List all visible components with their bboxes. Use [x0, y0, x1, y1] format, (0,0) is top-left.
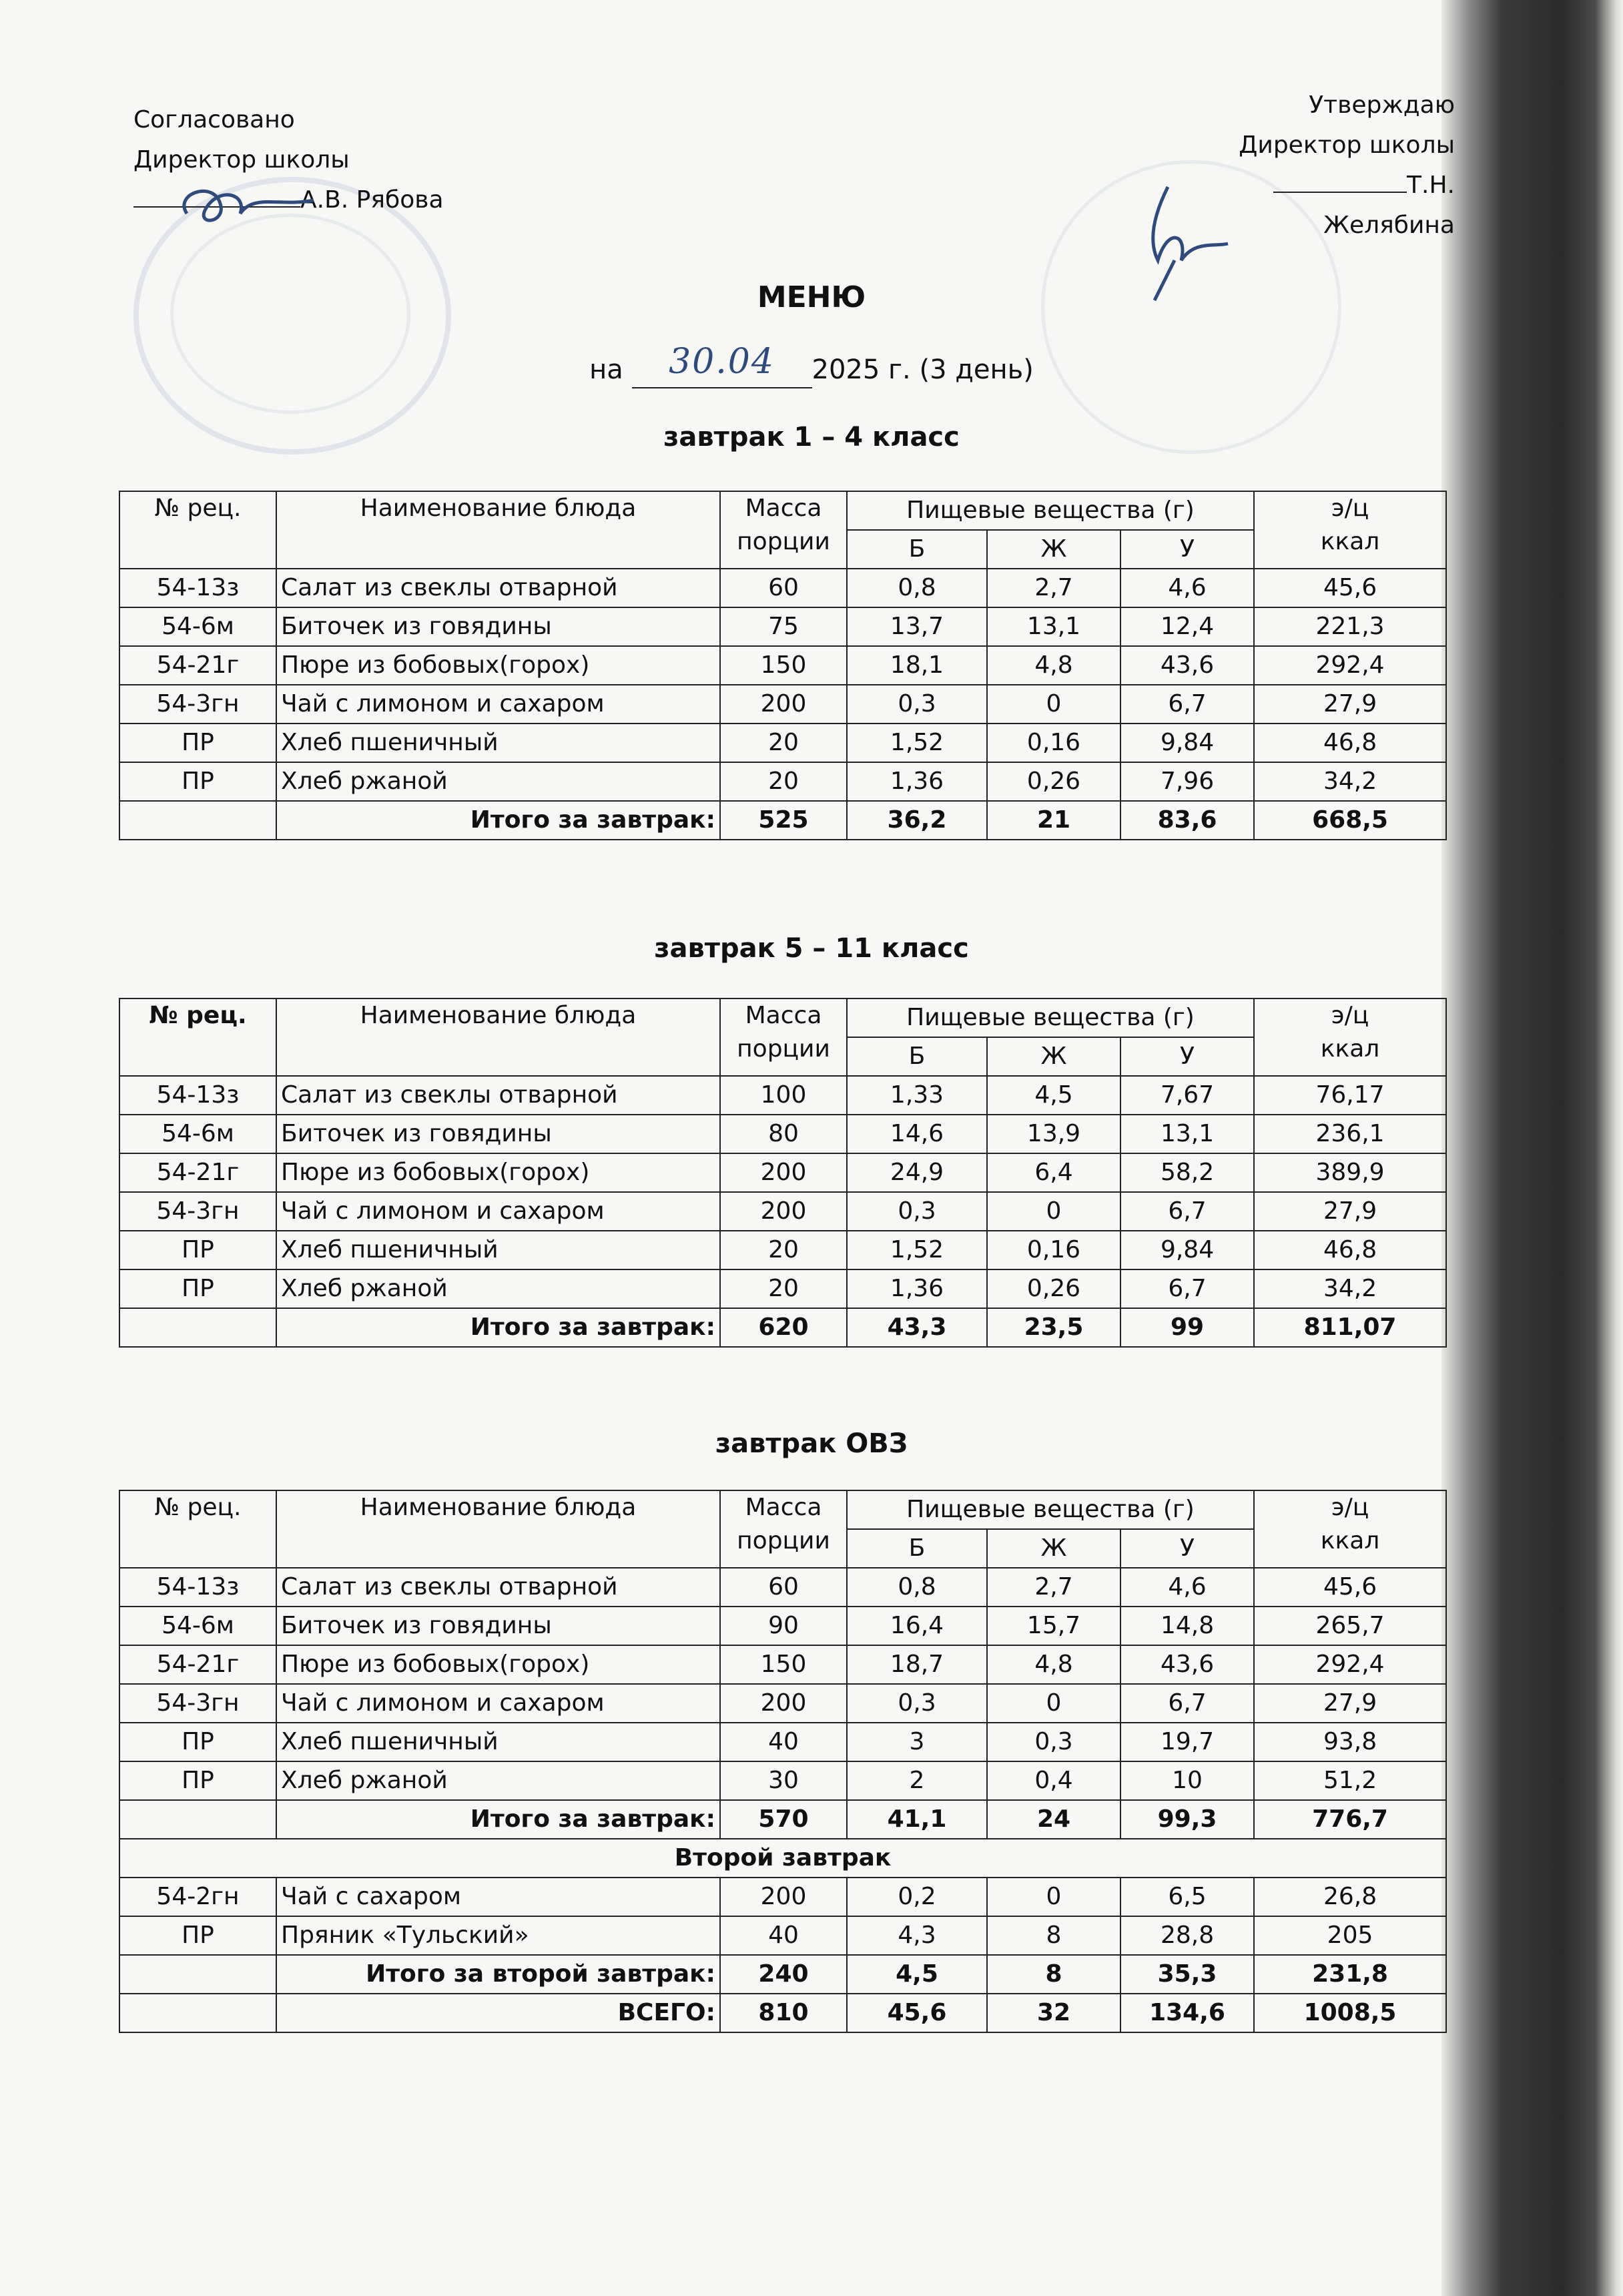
energy-value: 34,2	[1254, 762, 1446, 801]
dish-name: Чай с лимоном и сахаром	[276, 1684, 720, 1723]
portion-mass: 40	[720, 1916, 847, 1955]
portion-mass: 20	[720, 762, 847, 801]
header-energy-line2: ккал	[1320, 1527, 1380, 1554]
dish-name: Биточек из говядины	[276, 607, 720, 646]
fat-value: 0,3	[987, 1723, 1120, 1761]
table-row	[119, 1076, 1446, 1115]
table-row	[119, 762, 1446, 801]
recipe-number: ПР	[119, 1723, 276, 1761]
table-row	[119, 1645, 1446, 1684]
header-name: Наименование блюда	[276, 491, 720, 569]
portion-mass: 200	[720, 1192, 847, 1231]
portion-mass: 150	[720, 1645, 847, 1684]
dish-name: Хлеб ржаной	[276, 762, 720, 801]
dish-name: Чай с лимоном и сахаром	[276, 685, 720, 724]
dish-name: Салат из свеклы отварной	[276, 1076, 720, 1115]
protein-value: 16,4	[847, 1607, 987, 1645]
fat-value: 0	[987, 1684, 1120, 1723]
total-carbs: 99,3	[1120, 1800, 1254, 1839]
signature-left	[167, 167, 327, 240]
carbs-value: 43,6	[1120, 646, 1254, 685]
table-row	[119, 646, 1446, 685]
recipe-number: 54-2гн	[119, 1878, 276, 1916]
portion-mass: 60	[720, 1568, 847, 1607]
header-energy-line1: э/ц	[1331, 1002, 1369, 1029]
fat-value: 0,16	[987, 724, 1120, 762]
total-label: Итого за завтрак:	[276, 1800, 720, 1839]
header-num: № рец.	[119, 491, 276, 569]
protein-value: 2	[847, 1761, 987, 1800]
carbs-value: 6,7	[1120, 1192, 1254, 1231]
total-energy: 811,07	[1254, 1308, 1446, 1347]
grand-total-mass: 810	[720, 1994, 847, 2032]
header-fat: Ж	[987, 1037, 1120, 1076]
carbs-value: 4,6	[1120, 1568, 1254, 1607]
energy-value: 45,6	[1254, 1568, 1446, 1607]
total-energy: 231,8	[1254, 1955, 1446, 1994]
protein-value: 13,7	[847, 607, 987, 646]
table-row	[119, 1192, 1446, 1231]
energy-value: 27,9	[1254, 685, 1446, 724]
portion-mass: 20	[720, 1269, 847, 1308]
fat-value: 0,26	[987, 1269, 1120, 1308]
dish-name: Чай с лимоном и сахаром	[276, 1192, 720, 1231]
energy-value: 221,3	[1254, 607, 1446, 646]
approval-left-name: А.В. Рябова	[300, 186, 444, 214]
portion-mass: 75	[720, 607, 847, 646]
header-carbs: У	[1120, 530, 1254, 569]
recipe-number: 54-21г	[119, 646, 276, 685]
energy-value: 265,7	[1254, 1607, 1446, 1645]
grand-total-energy: 1008,5	[1254, 1994, 1446, 2032]
protein-value: 0,3	[847, 1684, 987, 1723]
total-fat: 21	[987, 801, 1120, 840]
header-mass-line2: порции	[737, 1527, 830, 1554]
second-breakfast-title: Второй завтрак	[119, 1839, 1446, 1878]
recipe-number: 54-3гн	[119, 1684, 276, 1723]
fat-value: 0	[987, 1878, 1120, 1916]
menu-table-grades-1-4	[119, 491, 1447, 840]
protein-value: 1,33	[847, 1076, 987, 1115]
carbs-value: 4,6	[1120, 569, 1254, 607]
header-energy-line2: ккал	[1320, 1035, 1380, 1063]
table-row	[119, 1916, 1446, 1955]
grand-total-carbs: 134,6	[1120, 1994, 1254, 2032]
header-energy-line1: э/ц	[1331, 1494, 1369, 1521]
fat-value: 2,7	[987, 569, 1120, 607]
energy-value: 292,4	[1254, 646, 1446, 685]
carbs-value: 10	[1120, 1761, 1254, 1800]
protein-value: 14,6	[847, 1115, 987, 1153]
total-energy: 668,5	[1254, 801, 1446, 840]
energy-value: 51,2	[1254, 1761, 1446, 1800]
energy-value: 26,8	[1254, 1878, 1446, 1916]
header-carbs: У	[1120, 1529, 1254, 1568]
menu-date	[0, 342, 1623, 388]
total-carbs: 99	[1120, 1308, 1254, 1347]
total-mass: 525	[720, 801, 847, 840]
header-name: Наименование блюда	[276, 1490, 720, 1568]
empty-cell	[119, 1308, 276, 1347]
header-protein: Б	[847, 1037, 987, 1076]
header-energy-line2: ккал	[1320, 528, 1380, 555]
protein-value: 3	[847, 1723, 987, 1761]
protein-value: 1,52	[847, 1231, 987, 1269]
header-num: № рец.	[119, 1490, 276, 1568]
table-row	[119, 569, 1446, 607]
recipe-number: 54-6м	[119, 1607, 276, 1645]
section-title: завтрак 5 – 11 класс	[654, 933, 969, 964]
empty-cell	[119, 1800, 276, 1839]
fat-value: 6,4	[987, 1153, 1120, 1192]
header-nutrients: Пищевые вещества (г)	[847, 491, 1254, 530]
header-mass-line1: Масса	[745, 1494, 822, 1521]
carbs-value: 58,2	[1120, 1153, 1254, 1192]
grand-total-fat: 32	[987, 1994, 1120, 2032]
energy-value: 292,4	[1254, 1645, 1446, 1684]
total-mass: 570	[720, 1800, 847, 1839]
table-row	[119, 607, 1446, 646]
recipe-number: 54-3гн	[119, 1192, 276, 1231]
date-prefix: на	[589, 354, 623, 385]
total-mass: 240	[720, 1955, 847, 1994]
header-mass-line1: Масса	[745, 1002, 822, 1029]
energy-value: 76,17	[1254, 1076, 1446, 1115]
fat-value: 13,1	[987, 607, 1120, 646]
portion-mass: 80	[720, 1115, 847, 1153]
table-row	[119, 1115, 1446, 1153]
header-mass-line1: Масса	[745, 495, 822, 522]
recipe-number: 54-13з	[119, 1568, 276, 1607]
recipe-number: ПР	[119, 1916, 276, 1955]
energy-value: 45,6	[1254, 569, 1446, 607]
header-nutrients: Пищевые вещества (г)	[847, 1490, 1254, 1529]
total-row	[119, 1308, 1446, 1347]
dish-name: Чай с сахаром	[276, 1878, 720, 1916]
header-row	[119, 1490, 1446, 1529]
header-carbs: У	[1120, 1037, 1254, 1076]
portion-mass: 200	[720, 685, 847, 724]
dish-name: Салат из свеклы отварной	[276, 1568, 720, 1607]
portion-mass: 200	[720, 1153, 847, 1192]
portion-mass: 150	[720, 646, 847, 685]
dish-name: Салат из свеклы отварной	[276, 569, 720, 607]
recipe-number: 54-6м	[119, 1115, 276, 1153]
recipe-number: ПР	[119, 1761, 276, 1800]
total-carbs: 35,3	[1120, 1955, 1254, 1994]
fat-value: 8	[987, 1916, 1120, 1955]
dish-name: Хлеб пшеничный	[276, 724, 720, 762]
carbs-value: 12,4	[1120, 607, 1254, 646]
carbs-value: 6,7	[1120, 1269, 1254, 1308]
menu-table-ovz	[119, 1490, 1447, 2033]
dish-name: Хлеб ржаной	[276, 1269, 720, 1308]
protein-value: 1,52	[847, 724, 987, 762]
table-row	[119, 1761, 1446, 1800]
header-name: Наименование блюда	[276, 998, 720, 1076]
protein-value: 0,3	[847, 1192, 987, 1231]
empty-cell	[119, 1955, 276, 1994]
portion-mass: 20	[720, 724, 847, 762]
dish-name: Пюре из бобовых(горох)	[276, 646, 720, 685]
header-energy-line1: э/ц	[1331, 495, 1369, 522]
total-label: Итого за завтрак:	[276, 1308, 720, 1347]
energy-value: 46,8	[1254, 724, 1446, 762]
dish-name: Хлеб ржаной	[276, 1761, 720, 1800]
header-mass-line2: порции	[737, 1035, 830, 1063]
recipe-number: 54-13з	[119, 1076, 276, 1115]
carbs-value: 9,84	[1120, 1231, 1254, 1269]
approval-right-position: Директор школы	[1239, 131, 1455, 159]
recipe-number: ПР	[119, 762, 276, 801]
carbs-value: 7,96	[1120, 762, 1254, 801]
header-protein: Б	[847, 530, 987, 569]
portion-mass: 40	[720, 1723, 847, 1761]
menu-title: МЕНЮ	[757, 280, 866, 314]
energy-value: 34,2	[1254, 1269, 1446, 1308]
header-energy	[1254, 1490, 1446, 1568]
header-mass-line2: порции	[737, 528, 830, 555]
fat-value: 0	[987, 685, 1120, 724]
carbs-value: 28,8	[1120, 1916, 1254, 1955]
protein-value: 18,7	[847, 1645, 987, 1684]
total-label: Итого за второй завтрак:	[276, 1955, 720, 1994]
total-carbs: 83,6	[1120, 801, 1254, 840]
grand-total-row	[119, 1994, 1446, 2032]
dish-name: Биточек из говядины	[276, 1607, 720, 1645]
recipe-number: 54-21г	[119, 1645, 276, 1684]
header-fat: Ж	[987, 530, 1120, 569]
grand-total-label: ВСЕГО:	[276, 1994, 720, 2032]
protein-value: 18,1	[847, 646, 987, 685]
dish-name: Пряник «Тульский»	[276, 1916, 720, 1955]
header-fat: Ж	[987, 1529, 1120, 1568]
protein-value: 1,36	[847, 1269, 987, 1308]
energy-value: 93,8	[1254, 1723, 1446, 1761]
protein-value: 1,36	[847, 762, 987, 801]
approval-right-label: Утверждаю	[1309, 91, 1455, 119]
fat-value: 13,9	[987, 1115, 1120, 1153]
header-nutrients: Пищевые вещества (г)	[847, 998, 1254, 1037]
fat-value: 4,8	[987, 1645, 1120, 1684]
total-protein: 4,5	[847, 1955, 987, 1994]
carbs-value: 43,6	[1120, 1645, 1254, 1684]
portion-mass: 20	[720, 1231, 847, 1269]
fat-value: 4,8	[987, 646, 1120, 685]
header-mass	[720, 491, 847, 569]
recipe-number: ПР	[119, 1231, 276, 1269]
energy-value: 46,8	[1254, 1231, 1446, 1269]
table-row	[119, 685, 1446, 724]
recipe-number: 54-3гн	[119, 685, 276, 724]
dish-name: Пюре из бобовых(горох)	[276, 1645, 720, 1684]
portion-mass: 200	[720, 1878, 847, 1916]
energy-value: 236,1	[1254, 1115, 1446, 1153]
empty-cell	[119, 1994, 276, 2032]
empty-cell	[119, 801, 276, 840]
table-row	[119, 1269, 1446, 1308]
header-energy	[1254, 491, 1446, 569]
total-protein: 36,2	[847, 801, 987, 840]
signature-blank	[1273, 173, 1407, 193]
table-row	[119, 1231, 1446, 1269]
header-mass	[720, 998, 847, 1076]
table-row	[119, 1153, 1446, 1192]
dish-name: Хлеб пшеничный	[276, 1231, 720, 1269]
carbs-value: 6,7	[1120, 685, 1254, 724]
energy-value: 27,9	[1254, 1684, 1446, 1723]
total-row	[119, 1955, 1446, 1994]
approval-right-name: Т.Н. Желябина	[1323, 172, 1455, 239]
table-row	[119, 1684, 1446, 1723]
carbs-value: 7,67	[1120, 1076, 1254, 1115]
table-row	[119, 1568, 1446, 1607]
protein-value: 24,9	[847, 1153, 987, 1192]
recipe-number: 54-13з	[119, 569, 276, 607]
recipe-number: ПР	[119, 1269, 276, 1308]
dish-name: Пюре из бобовых(горох)	[276, 1153, 720, 1192]
grand-total-protein: 45,6	[847, 1994, 987, 2032]
scan-shadow-edge	[1441, 0, 1623, 2296]
menu-table-grades-5-11	[119, 998, 1447, 1348]
handwritten-date: 30.04	[669, 342, 775, 382]
portion-mass: 90	[720, 1607, 847, 1645]
total-fat: 8	[987, 1955, 1120, 1994]
energy-value: 389,9	[1254, 1153, 1446, 1192]
portion-mass: 200	[720, 1684, 847, 1723]
fat-value: 4,5	[987, 1076, 1120, 1115]
table-row	[119, 1723, 1446, 1761]
recipe-number: 54-6м	[119, 607, 276, 646]
energy-value: 205	[1254, 1916, 1446, 1955]
recipe-number: ПР	[119, 724, 276, 762]
table-row	[119, 724, 1446, 762]
fat-value: 15,7	[987, 1607, 1120, 1645]
fat-value: 0,4	[987, 1761, 1120, 1800]
dish-name: Хлеб пшеничный	[276, 1723, 720, 1761]
carbs-value: 13,1	[1120, 1115, 1254, 1153]
recipe-number: 54-21г	[119, 1153, 276, 1192]
protein-value: 0,3	[847, 685, 987, 724]
total-mass: 620	[720, 1308, 847, 1347]
table-row	[119, 1607, 1446, 1645]
portion-mass: 30	[720, 1761, 847, 1800]
protein-value: 0,2	[847, 1878, 987, 1916]
carbs-value: 19,7	[1120, 1723, 1254, 1761]
carbs-value: 9,84	[1120, 724, 1254, 762]
energy-value: 27,9	[1254, 1192, 1446, 1231]
section-title: завтрак ОВЗ	[715, 1428, 908, 1459]
portion-mass: 60	[720, 569, 847, 607]
total-protein: 43,3	[847, 1308, 987, 1347]
fat-value: 0	[987, 1192, 1120, 1231]
total-protein: 41,1	[847, 1800, 987, 1839]
carbs-value: 6,7	[1120, 1684, 1254, 1723]
header-protein: Б	[847, 1529, 987, 1568]
portion-mass: 100	[720, 1076, 847, 1115]
total-label: Итого за завтрак:	[276, 801, 720, 840]
second-breakfast-heading-row	[119, 1839, 1446, 1878]
header-row	[119, 998, 1446, 1037]
approval-left-label: Согласовано	[133, 106, 295, 133]
protein-value: 0,8	[847, 569, 987, 607]
header-energy	[1254, 998, 1446, 1076]
section-title: завтрак 1 – 4 класс	[663, 422, 960, 453]
protein-value: 0,8	[847, 1568, 987, 1607]
date-suffix: 2025 г. (3 день)	[812, 354, 1034, 385]
dish-name: Биточек из говядины	[276, 1115, 720, 1153]
date-blank	[632, 342, 812, 388]
protein-value: 4,3	[847, 1916, 987, 1955]
header-num: № рец.	[119, 998, 276, 1076]
fat-value: 0,16	[987, 1231, 1120, 1269]
total-row	[119, 1800, 1446, 1839]
header-row	[119, 491, 1446, 530]
fat-value: 2,7	[987, 1568, 1120, 1607]
total-energy: 776,7	[1254, 1800, 1446, 1839]
table-row	[119, 1878, 1446, 1916]
header-mass	[720, 1490, 847, 1568]
approval-left-position: Директор школы	[133, 146, 350, 174]
total-row	[119, 801, 1446, 840]
fat-value: 0,26	[987, 762, 1120, 801]
total-fat: 24	[987, 1800, 1120, 1839]
carbs-value: 6,5	[1120, 1878, 1254, 1916]
carbs-value: 14,8	[1120, 1607, 1254, 1645]
total-fat: 23,5	[987, 1308, 1120, 1347]
